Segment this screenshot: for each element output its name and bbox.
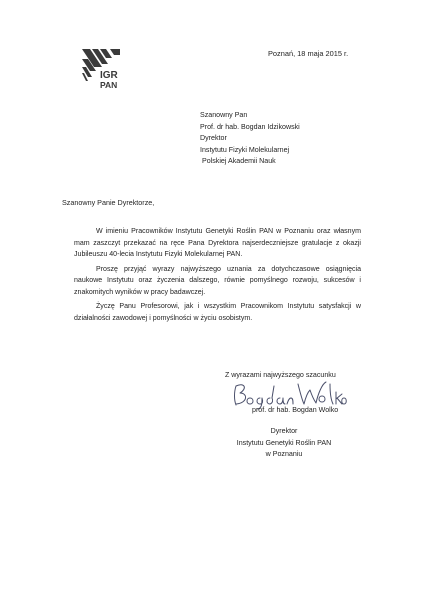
signer-name: prof. dr hab. Bogdan Wolko <box>252 406 339 414</box>
body-paragraph: W imieniu Pracowników Instytutu Genetyki Roślin PAN w Poznaniu oraz własnym mam zaszczyt przekazać na ręce Pana Dyrektora najserdeczniejsze gratulacje z okazji Jubileuszu 40-lecia Instytutu Fizyki Molekularnej PAN. <box>74 228 361 258</box>
letter-body <box>74 226 361 327</box>
signer-title-line: w Poznaniu <box>265 450 303 458</box>
signer-title-line: Instytutu Genetyki Roślin PAN <box>236 438 332 447</box>
signer-title-line: Dyrektor <box>270 427 298 435</box>
body-paragraph: Życzę Panu Profesorowi, jak i wszystkim Pracownikom Instytutu satysfakcji w działalności zawodowej i pomyślności w życiu osobistym. <box>74 303 361 322</box>
salutation: Szanowny Panie Dyrektorze, <box>62 198 155 207</box>
logo-pan-text: PAN <box>100 80 118 90</box>
addressee-line: Prof. dr hab. Bogdan Idzikowski <box>200 122 300 131</box>
letter-date: Poznań, 18 maja 2015 r. <box>268 49 349 58</box>
igr-pan-logo <box>80 47 124 91</box>
addressee-line: Instytutu Fizyki Molekularnej <box>200 145 290 154</box>
addressee-block <box>200 110 300 168</box>
addressee-line: Polskiej Akademii Nauk <box>202 157 276 165</box>
signer-title-block <box>228 426 340 461</box>
addressee-line: Szanowny Pan <box>200 111 248 119</box>
body-paragraph: Proszę przyjąć wyrazy najwyższego uznania za dotychczasowe osiągnięcia naukowe Instytutu oraz życzenia dalszego, równie pomyślnego rozwoju, sukcesów i znakomitych wyników w pracy badawczej. <box>74 265 361 296</box>
logo-igr-text: IGR <box>100 70 118 81</box>
closing-phrase: Z wyrazami najwyższego szacunku <box>225 371 336 379</box>
addressee-line: Dyrektor <box>200 134 227 142</box>
